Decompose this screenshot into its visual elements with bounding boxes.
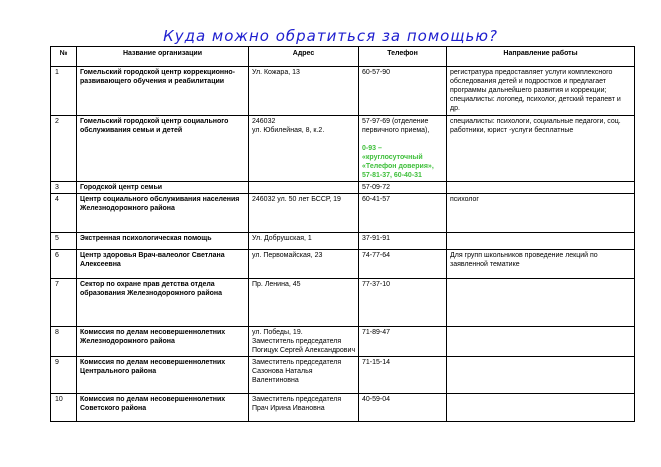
- address-cell: [249, 327, 359, 357]
- address-cell: [249, 67, 359, 116]
- phone-cell: [359, 357, 447, 394]
- address-line: Погицук Сергей Александрович: [252, 347, 356, 354]
- phone-number: 60-41-57: [362, 196, 391, 203]
- address-line: Заместитель председателя: [252, 359, 342, 366]
- address-line: ул. Первомайская, 23: [252, 252, 323, 259]
- phone-cell: [359, 233, 447, 250]
- header-address: Адрес: [249, 47, 359, 67]
- table-header-row: [51, 47, 635, 67]
- address-line: Валентиновна: [252, 377, 299, 384]
- work-direction: психолог: [447, 194, 635, 233]
- work-direction: [447, 327, 635, 357]
- address-cell: [249, 233, 359, 250]
- address-cell: [249, 394, 359, 422]
- table-row: [51, 233, 635, 250]
- phone-number: 71-89-47: [362, 329, 391, 336]
- row-number: 10: [51, 394, 77, 422]
- address-line: Сазонова Наталья: [252, 368, 313, 375]
- table-row: [51, 67, 635, 116]
- organization-name: Экстренная психологическая помощь: [77, 233, 249, 250]
- work-direction: [447, 357, 635, 394]
- work-direction: специалисты: психологи, социальные педагоги, соц. работники, юрист -услуги бесплатные: [447, 116, 635, 182]
- address-cell: [249, 182, 359, 194]
- table-row: [51, 357, 635, 394]
- phone-cell: [359, 67, 447, 116]
- address-line: Ул. Кожара, 13: [252, 69, 300, 76]
- address-cell: [249, 194, 359, 233]
- phone-cell: [359, 279, 447, 327]
- address-line: 246032: [252, 118, 276, 125]
- phone-number: 71-15-14: [362, 359, 391, 366]
- address-line: 246032 ул. 50 лет БССР, 19: [252, 196, 341, 203]
- phone-cell: [359, 394, 447, 422]
- phone-cell: [359, 182, 447, 194]
- phone-number: 57-97-69 (отделение первичного приема),: [362, 118, 430, 134]
- address-line: Заместитель председателя: [252, 338, 342, 345]
- organization-name: Гомельский городской центр социального обслуживания семьи и детей: [77, 116, 249, 182]
- table-row: [51, 250, 635, 279]
- hotline-phone: 0-93 – «круглосуточный «Телефон доверия», 57-81-37, 60-40-31: [362, 145, 434, 179]
- row-number: 2: [51, 116, 77, 182]
- address-line: Пр. Ленина, 45: [252, 281, 301, 288]
- organization-name: Комиссия по делам несовершеннолетних Центрального района: [77, 357, 249, 394]
- table-row: [51, 327, 635, 357]
- phone-cell: [359, 250, 447, 279]
- header-phone: Телефон: [359, 47, 447, 67]
- row-number: 6: [51, 250, 77, 279]
- organization-name: Центр социального обслуживания населения Железнодорожного района: [77, 194, 249, 233]
- address-line: Ул. Добрушская, 1: [252, 235, 312, 242]
- address-line: Прач Ирина Ивановна: [252, 405, 325, 412]
- work-direction: регистратура предоставляет услуги комплексного обследования детей и подростков и предлагает программы дальнейшего развития и коррекции; специалисты: логопед, психолог, детский терапевт и др.: [447, 67, 635, 116]
- table-row: [51, 279, 635, 327]
- address-line: ул. Юбилейная, 8, к.2.: [252, 127, 325, 134]
- header-organization: Название организации: [77, 47, 249, 67]
- work-direction: [447, 394, 635, 422]
- phone-cell: [359, 116, 447, 182]
- organization-name: Гомельский городской центр коррекционно-развивающего обучения и реабилитации: [77, 67, 249, 116]
- work-direction: [447, 233, 635, 250]
- table-row: [51, 194, 635, 233]
- table-row: [51, 394, 635, 422]
- phone-cell: [359, 327, 447, 357]
- phone-cell: [359, 194, 447, 233]
- phone-number: 74-77-64: [362, 252, 391, 259]
- work-direction: [447, 279, 635, 327]
- work-direction: Для групп школьников проведение лекций по заявленной тематике: [447, 250, 635, 279]
- phone-number: 37-91-91: [362, 235, 391, 242]
- table-row: [51, 116, 635, 182]
- phone-number: 40-59-04: [362, 396, 391, 403]
- organization-name: Центр здоровья Врач-валеолог Светлана Алексеевна: [77, 250, 249, 279]
- address-cell: [249, 357, 359, 394]
- address-cell: [249, 279, 359, 327]
- row-number: 4: [51, 194, 77, 233]
- organization-name: Комиссия по делам несовершеннолетних Железнодорожного района: [77, 327, 249, 357]
- phone-number: 60-57-90: [362, 69, 391, 76]
- address-cell: [249, 250, 359, 279]
- phone-number: 57-09-72: [362, 184, 391, 191]
- organization-name: Сектор по охране прав детства отдела образования Железнодорожного района: [77, 279, 249, 327]
- address-line: ул. Победы, 19.: [252, 329, 303, 336]
- row-number: 7: [51, 279, 77, 327]
- row-number: 9: [51, 357, 77, 394]
- header-work-direction: Направление работы: [447, 47, 635, 67]
- address-line: Заместитель председателя: [252, 396, 342, 403]
- work-direction: [447, 182, 635, 194]
- address-cell: [249, 116, 359, 182]
- phone-number: 77-37-10: [362, 281, 391, 288]
- row-number: 5: [51, 233, 77, 250]
- organization-name: Городской центр семьи: [77, 182, 249, 194]
- row-number: 8: [51, 327, 77, 357]
- header-number: №: [51, 47, 77, 67]
- page-title: Куда можно обратиться за помощью?: [163, 27, 498, 45]
- row-number: 3: [51, 182, 77, 194]
- table-row: [51, 182, 635, 194]
- help-organizations-table: [50, 46, 635, 422]
- row-number: 1: [51, 67, 77, 116]
- organization-name: Комиссия по делам несовершеннолетних Советского района: [77, 394, 249, 422]
